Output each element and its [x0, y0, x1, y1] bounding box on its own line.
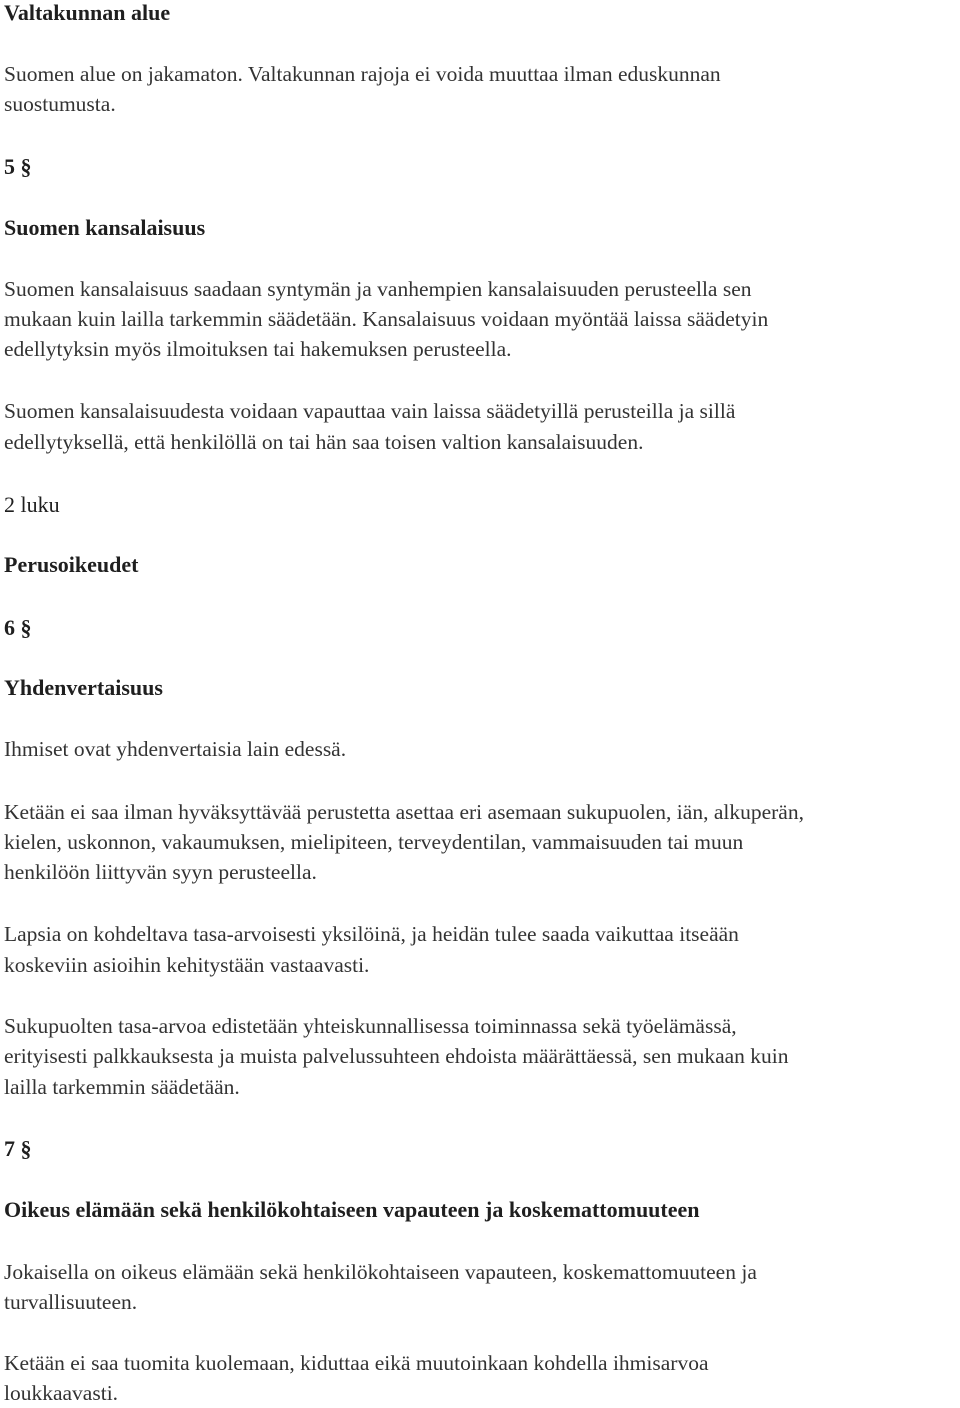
paragraph-line: erityisesti palkkauksesta ja muista palvelussuhteen ehdoista määrättäessä, sen mukaan kuin [4, 1044, 789, 1068]
section-number-5: 5 § [4, 154, 32, 179]
paragraph-line: edellytyksellä, että henkilöllä on tai hän saa toisen valtion kansalaisuuden. [4, 430, 644, 454]
paragraph-line: Ketään ei saa tuomita kuolemaan, kiduttaa eikä muutoinkaan kohdella ihmisarvoa [4, 1351, 709, 1375]
section-heading-valtakunnan-alue: Valtakunnan alue [4, 0, 171, 25]
paragraph-line: Lapsia on kohdeltava tasa-arvoisesti yksilöinä, ja heidän tulee saada vaikuttaa itseään [4, 922, 739, 946]
paragraph-line: henkilöön liittyvän syyn perusteella. [4, 860, 317, 884]
chapter-number: 2 luku [4, 492, 60, 517]
paragraph-line: Suomen alue on jakamaton. Valtakunnan rajoja ei voida muuttaa ilman eduskunnan [4, 62, 721, 86]
paragraph-line: kielen, uskonnon, vakaumuksen, mielipiteen, terveydentilan, vammaisuuden tai muun [4, 830, 744, 854]
paragraph-line: edellytyksin myös ilmoituksen tai hakemuksen perusteella. [4, 337, 512, 361]
paragraph-line: lailla tarkemmin säädetään. [4, 1075, 240, 1099]
paragraph-line: Ihmiset ovat yhdenvertaisia lain edessä. [4, 737, 347, 761]
paragraph-line: mukaan kuin lailla tarkemmin säädetään. Kansalaisuus voidaan myöntää laissa säädetyin [4, 307, 769, 331]
paragraph-line: suostumusta. [4, 92, 116, 116]
chapter-heading-perusoikeudet: Perusoikeudet [4, 552, 139, 577]
section-heading-yhdenvertaisuus: Yhdenvertaisuus [4, 675, 163, 700]
section-heading-oikeus-elamaan: Oikeus elämään sekä henkilökohtaiseen vapauteen ja koskemattomuuteen [4, 1197, 700, 1222]
paragraph-line: loukkaavasti. [4, 1381, 119, 1405]
paragraph-line: Jokaisella on oikeus elämään sekä henkilökohtaiseen vapauteen, koskemattomuuteen ja [4, 1260, 757, 1284]
paragraph-line: Suomen kansalaisuudesta voidaan vapauttaa vain laissa säädetyillä perusteilla ja sillä [4, 399, 736, 423]
paragraph-line: Suomen kansalaisuus saadaan syntymän ja vanhempien kansalaisuuden perusteella sen [4, 277, 752, 301]
paragraph-line: Sukupuolten tasa-arvoa edistetään yhteiskunnallisessa toiminnassa sekä työelämässä, [4, 1014, 737, 1038]
section-number-6: 6 § [4, 615, 32, 640]
paragraph-line: koskeviin asioihin kehitystään vastaavasti. [4, 953, 370, 977]
paragraph-line: Ketään ei saa ilman hyväksyttävää perustetta asettaa eri asemaan sukupuolen, iän, alkuperän, [4, 800, 804, 824]
section-number-7: 7 § [4, 1136, 32, 1161]
paragraph-line: turvallisuuteen. [4, 1290, 138, 1314]
section-heading-suomen-kansalaisuus: Suomen kansalaisuus [4, 215, 206, 240]
